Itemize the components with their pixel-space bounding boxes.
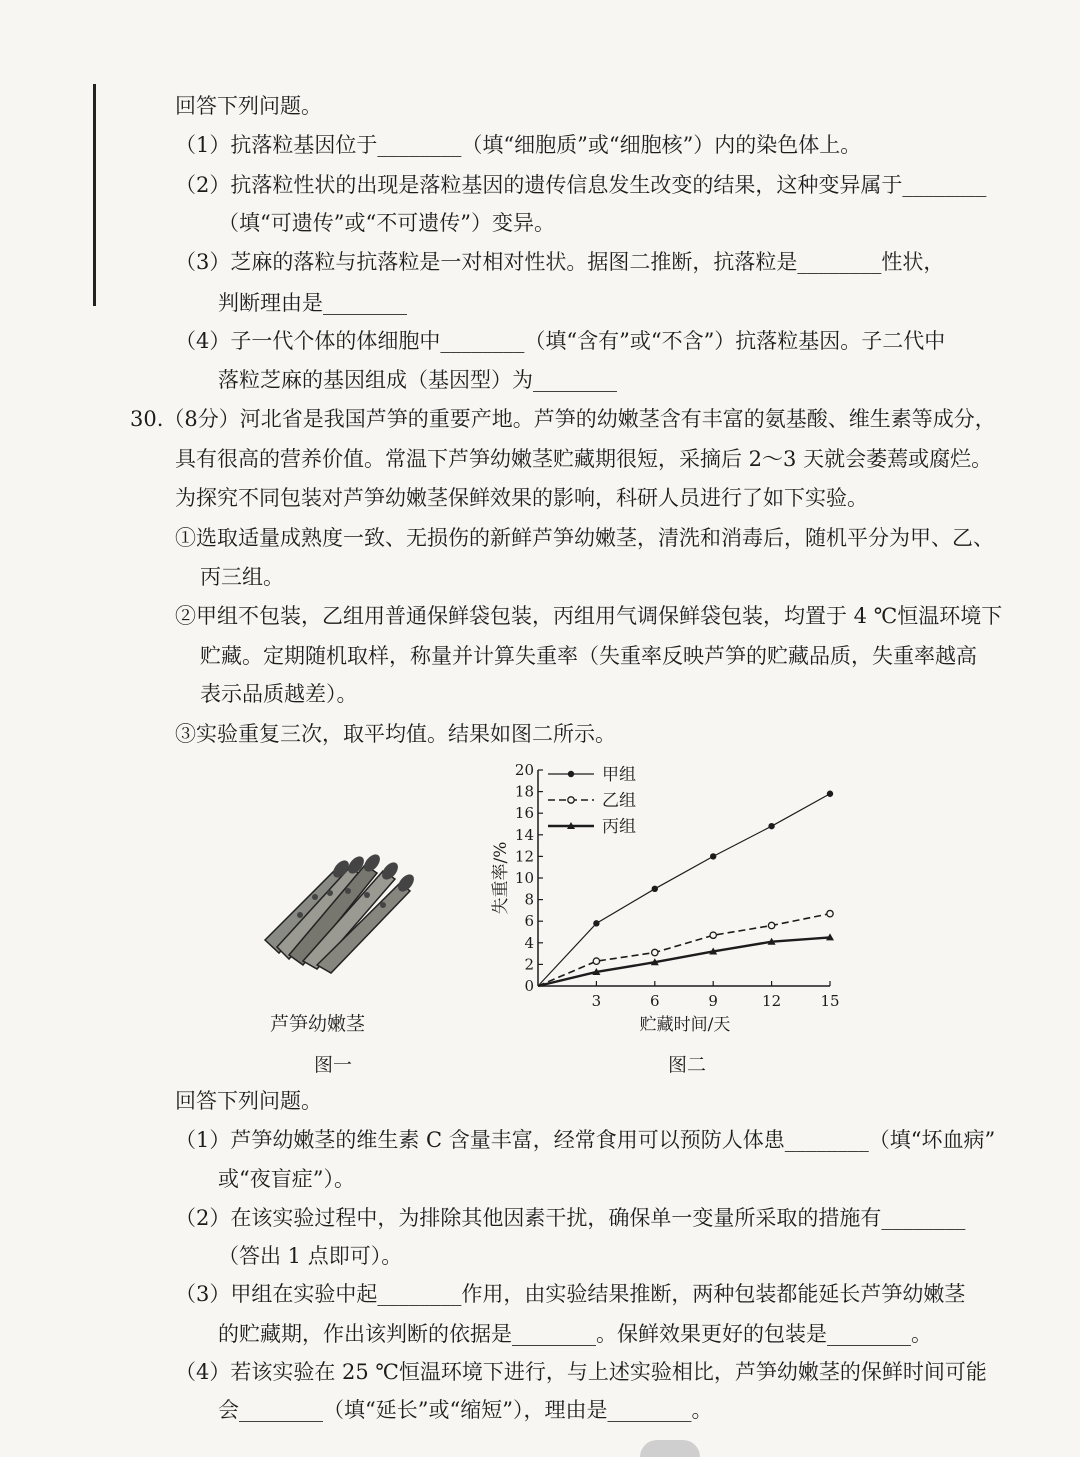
- question-3-line2: 判断理由是________: [218, 291, 407, 315]
- weight-loss-line-chart: [470, 750, 860, 1040]
- series-0-point-4: [768, 823, 774, 829]
- x-axis-label: 贮藏时间/天: [639, 1015, 731, 1035]
- answer-2-line1: （2）在该实验过程中，为排除其他因素干扰，确保单一变量所采取的措施有________: [175, 1206, 966, 1230]
- answer-2-line2: （答出 1 点即可）。: [218, 1244, 403, 1268]
- question-2-line2: （填“可遗传”或“不可遗传”）变异。: [218, 211, 555, 235]
- q30-intro-line1: 30.（8分）河北省是我国芦笋的重要产地。芦笋的幼嫩茎含有丰富的氨基酸、维生素等成分，: [130, 407, 996, 431]
- q30-intro-line2: 具有很高的营养价值。常温下芦笋幼嫩茎贮藏期很短，采摘后 2～3 天就会萎蔫或腐烂。: [175, 447, 993, 471]
- x-tick-label-15: 15: [820, 992, 840, 1010]
- y-tick-label-18: 18: [514, 782, 534, 801]
- series-line-2: [538, 937, 830, 986]
- q30-step1-line2: 丙三组。: [200, 565, 284, 589]
- answer-heading-top: 回答下列问题。: [175, 94, 322, 118]
- q30-step3: ③实验重复三次，取平均值。结果如图二所示。: [175, 722, 616, 746]
- figure-2-caption: 图二: [668, 1054, 707, 1076]
- legend-label-1: 乙组: [602, 791, 636, 811]
- x-tick-label-9: 9: [708, 992, 718, 1010]
- question-3-line1: （3）芝麻的落粒与抗落粒是一对相对性状。据图二推断，抗落粒是________性状，: [175, 250, 945, 274]
- y-tick-label-16: 16: [514, 804, 534, 823]
- q30-step2-line1: ②甲组不包装，乙组用普通保鲜袋包装，丙组用气调保鲜袋包装，均置于 4 ℃恒温环境下: [175, 604, 1003, 628]
- x-tick-label-3: 3: [591, 992, 602, 1010]
- series-1-point-5: [827, 910, 833, 916]
- q30-step1-line1: ①选取适量成熟度一致、无损伤的新鲜芦笋幼嫩茎，清洗和消毒后，随机平分为甲、乙、: [175, 526, 994, 550]
- question-1: （1）抗落粒基因位于________（填“细胞质”或“细胞核”）内的染色体上。: [175, 133, 862, 157]
- x-tick-label-6: 6: [650, 992, 660, 1010]
- margin-rule: [93, 84, 96, 306]
- y-tick-label-14: 14: [514, 825, 534, 844]
- series-0-point-5: [827, 791, 833, 797]
- series-0-point-3: [710, 853, 716, 859]
- y-tick-label-2: 2: [524, 955, 534, 974]
- y-tick-label-4: 4: [524, 933, 534, 952]
- y-tick-label-10: 10: [514, 869, 534, 887]
- x-tick-label-12: 12: [762, 992, 782, 1010]
- q30-intro-line3: 为探究不同包装对芦笋幼嫩茎保鲜效果的影响，科研人员进行了如下实验。: [175, 486, 868, 510]
- y-axis-label: 失重率/%: [491, 841, 511, 915]
- y-tick-label-20: 20: [514, 761, 534, 779]
- figure-1-label: 芦笋幼嫩茎: [270, 1013, 366, 1035]
- y-tick-label-6: 6: [524, 912, 534, 931]
- question-4-line1: （4）子一代个体的体细胞中________（填“含有”或“不含”）抗落粒基因。子二代中: [175, 329, 946, 353]
- question-4-line2: 落粒芝麻的基因组成（基因型）为________: [218, 368, 617, 392]
- series-1-point-4: [768, 922, 774, 928]
- series-1-point-1: [593, 958, 599, 964]
- legend-label-2: 丙组: [602, 817, 636, 837]
- answer-4-line1: （4）若该实验在 25 ℃恒温环境下进行，与上述实验相比，芦笋幼嫩茎的保鲜时间可能: [175, 1360, 987, 1384]
- answer-1-line2: 或“夜盲症”）。: [218, 1167, 355, 1191]
- question-2-line1: （2）抗落粒性状的出现是落粒基因的遗传信息发生改变的结果，这种变异属于________: [175, 173, 987, 197]
- y-tick-label-12: 12: [514, 847, 534, 866]
- answer-4-line2: 会________（填“延长”或“缩短”），理由是________。: [218, 1398, 713, 1422]
- q30-step2-line2: 贮藏。定期随机取样，称量并计算失重率（失重率反映芦笋的贮藏品质，失重率越高: [200, 644, 977, 668]
- asparagus-illustration: [255, 835, 425, 975]
- q30-step2-line3: 表示品质越差）。: [200, 682, 358, 706]
- page-number-marker: [640, 1440, 700, 1457]
- answer-1-line1: （1）芦笋幼嫩茎的维生素 C 含量丰富，经常食用可以预防人体患________（填“坏血病”: [175, 1128, 996, 1152]
- y-tick-label-0: 0: [524, 977, 534, 995]
- chart-axes: [538, 770, 830, 986]
- legend-marker-0: [568, 771, 574, 777]
- series-1-point-2: [652, 949, 658, 955]
- series-0-point-2: [652, 886, 658, 892]
- series-0-point-1: [593, 920, 599, 926]
- answer-heading-q30: 回答下列问题。: [175, 1089, 322, 1113]
- y-tick-label-8: 8: [524, 890, 534, 909]
- series-1-point-3: [710, 932, 716, 938]
- legend-label-0: 甲组: [602, 765, 636, 785]
- answer-3-line1: （3）甲组在实验中起________作用，由实验结果推断，两种包装都能延长芦笋幼嫩茎: [175, 1282, 966, 1306]
- figure-1-caption: 图一: [314, 1054, 353, 1076]
- answer-3-line2: 的贮藏期，作出该判断的依据是________。保鲜效果更好的包装是________。: [218, 1322, 932, 1346]
- legend-marker-1: [568, 797, 574, 803]
